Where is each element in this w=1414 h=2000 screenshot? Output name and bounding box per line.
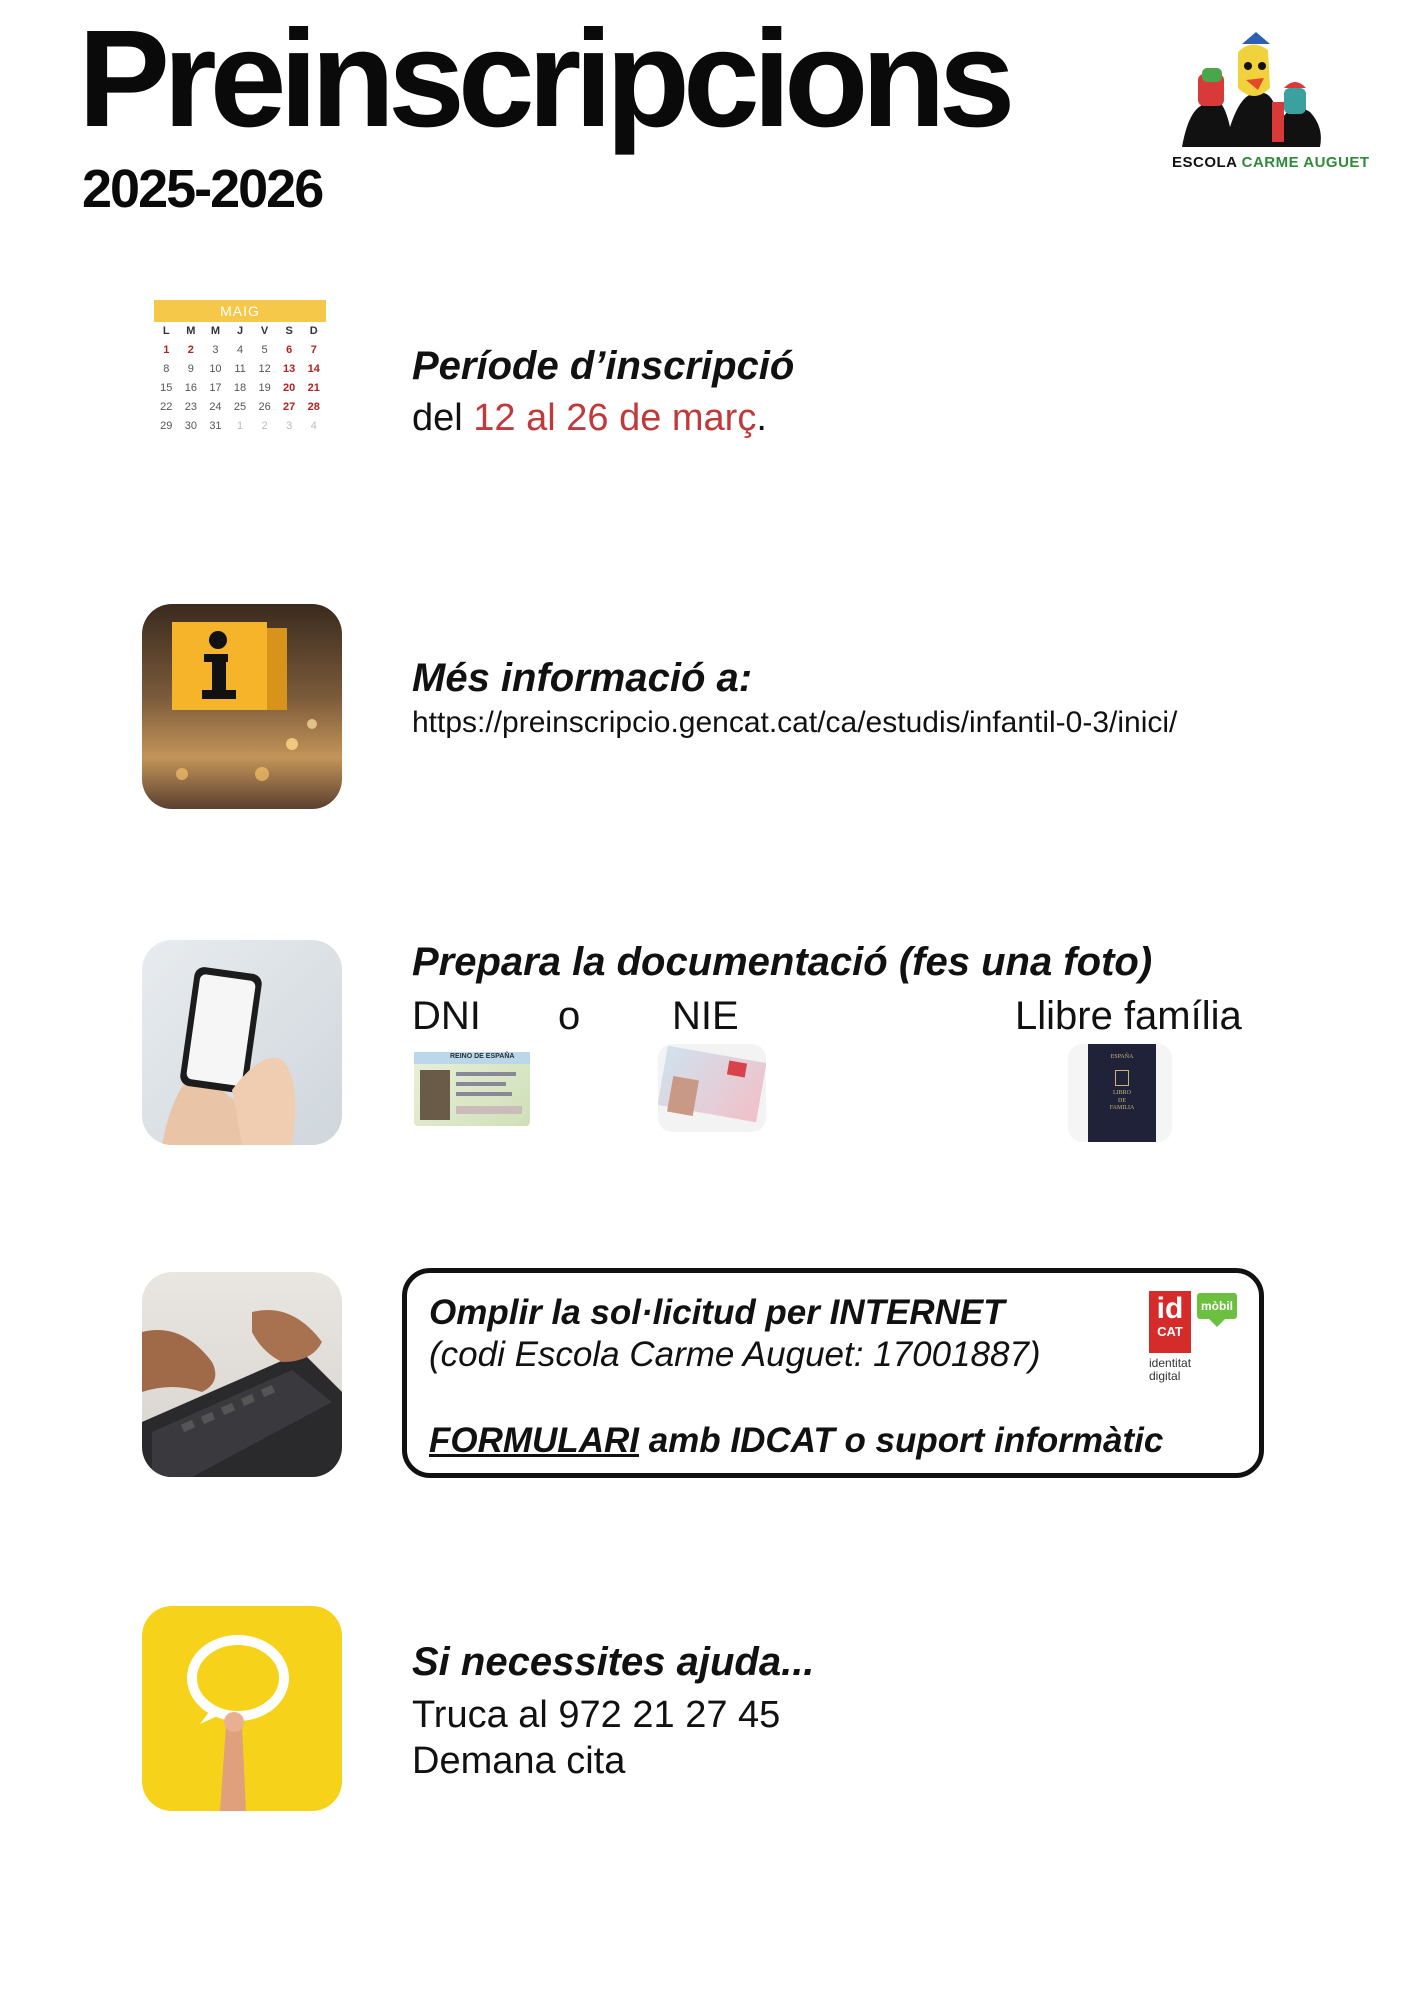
info-url-link[interactable]: https://preinscripcio.gencat.cat/ca/estudis/infantil-0-3/inici/ <box>412 706 1178 739</box>
phone-photo <box>142 940 342 1145</box>
dni-card-image <box>414 1052 530 1126</box>
calendar-day: 16 <box>184 382 197 394</box>
family-book-word3: FAMILIA <box>1109 1105 1135 1112</box>
calendar-day: 3 <box>212 344 219 356</box>
period-dates <box>412 397 767 440</box>
calendar-week <box>154 341 326 360</box>
idcat-mobile-bubble: mòbil <box>1197 1293 1237 1319</box>
family-book-country: ESPAÑA <box>1110 1054 1134 1060</box>
calendar-day: 27 <box>283 401 296 413</box>
calendar-day: 2 <box>261 420 268 432</box>
calendar-day: 4 <box>310 420 317 432</box>
calendar-day: 29 <box>160 420 173 432</box>
calendar-day: 15 <box>160 382 173 394</box>
calendar-day: 11 <box>234 363 246 375</box>
calendar-weekday: L <box>162 325 170 337</box>
family-book-word1: LIBRO <box>1113 1089 1131 1096</box>
calendar-day: 6 <box>286 344 293 356</box>
family-book-image <box>1068 1044 1172 1142</box>
idcat-logo <box>1149 1291 1244 1391</box>
doc-label-nie: NIE <box>672 994 739 1038</box>
calendar-weekday: J <box>236 325 244 337</box>
dni-card-title: REINO DE ESPAÑA <box>450 1053 515 1060</box>
idcat-cat-text: CAT <box>1157 1324 1183 1339</box>
typing-hands-icon <box>142 1272 342 1477</box>
calendar-day: 10 <box>209 363 222 375</box>
calendar-day: 19 <box>258 382 271 394</box>
application-form-line <box>429 1421 1163 1461</box>
calendar-image <box>154 300 326 455</box>
calendar-day: 7 <box>310 344 317 356</box>
calendar-weekday-row <box>154 322 326 341</box>
calendar-day: 30 <box>184 420 197 432</box>
calendar-day: 17 <box>209 382 222 394</box>
calendar-week <box>154 379 326 398</box>
calendar-day: 2 <box>187 344 194 356</box>
calendar-day: 14 <box>307 363 320 375</box>
phone-in-hand-icon <box>142 940 342 1145</box>
keyboard-photo <box>142 1272 342 1477</box>
idcat-caption-line2: digital <box>1149 1368 1181 1383</box>
school-year: 2025-2026 <box>82 159 323 219</box>
family-book-word2: DE <box>1118 1097 1126 1104</box>
calendar-weekday: M <box>210 325 221 337</box>
idcat-badge <box>1149 1291 1191 1353</box>
coat-of-arms-icon <box>1115 1070 1129 1086</box>
calendar-day: 8 <box>163 363 170 375</box>
calendar-day: 25 <box>233 401 247 413</box>
calendar-day: 22 <box>160 401 173 413</box>
calendar-day: 1 <box>163 344 170 356</box>
calendar-day: 5 <box>261 344 268 356</box>
calendar-day: 28 <box>307 401 320 413</box>
info-icon <box>142 604 342 809</box>
idcat-caption-line1: identitat <box>1149 1356 1192 1370</box>
calendar-day: 24 <box>209 401 222 413</box>
form-link[interactable]: FORMULARI <box>429 1421 639 1460</box>
period-suffix: . <box>756 397 767 439</box>
calendar-day: 23 <box>184 401 197 413</box>
application-box <box>402 1268 1264 1478</box>
doc-label-family-book: Llibre família <box>1015 994 1242 1038</box>
logo-word-name: CARME AUGUET <box>1241 154 1370 171</box>
form-line-rest: amb IDCAT o suport informàtic <box>638 1421 1164 1460</box>
period-heading: Període d’inscripció <box>412 344 795 388</box>
school-code: (codi Escola Carme Auguet: 17001887) <box>429 1335 1041 1374</box>
calendar-day: 1 <box>236 420 244 432</box>
speech-bubble-icon <box>142 1606 342 1811</box>
calendar-day: 13 <box>283 363 296 375</box>
calendar-day: 3 <box>286 420 293 432</box>
school-logo <box>1172 32 1370 182</box>
calendar-day: 20 <box>283 382 296 394</box>
calendar-weekday: D <box>309 325 318 337</box>
doc-label-dni: DNI <box>412 994 481 1038</box>
calendar-day: 21 <box>307 382 320 394</box>
calendar-day: 9 <box>187 363 194 375</box>
info-sign-photo <box>142 604 342 809</box>
logo-word-escola: ESCOLA <box>1172 154 1237 171</box>
idcat-caption <box>1149 1357 1191 1382</box>
period-prefix: del <box>412 397 474 439</box>
calendar-week <box>154 417 326 436</box>
nie-card-image <box>658 1044 766 1132</box>
info-heading: Més informació a: <box>412 656 753 700</box>
calendar-day: 12 <box>258 363 271 375</box>
calendar-weekday: M <box>186 325 196 337</box>
calendar-week <box>154 398 326 417</box>
calendar-day: 4 <box>236 344 244 356</box>
help-heading: Si necessites ajuda... <box>412 1640 815 1684</box>
calendar-month: MAIG <box>154 300 326 322</box>
help-photo <box>142 1606 342 1811</box>
help-phone: Truca al 972 21 27 45 <box>412 1694 781 1736</box>
logo-wordmark <box>1172 154 1370 171</box>
calendar-weekday: V <box>260 325 269 337</box>
calendar-day: 26 <box>258 401 271 413</box>
documents-heading: Prepara la documentació (fes una foto) <box>412 940 1153 984</box>
doc-label-or: o <box>558 994 581 1038</box>
help-appointment: Demana cita <box>412 1740 626 1782</box>
application-title: Omplir la sol·licitud per INTERNET <box>429 1293 1005 1332</box>
calendar-day: 18 <box>233 382 247 394</box>
page-title: Preinscripcions <box>78 2 1009 156</box>
speech-tail-icon <box>1209 1319 1225 1327</box>
period-date-range: 12 al 26 de març <box>473 397 757 439</box>
calendar-day: 31 <box>209 420 222 432</box>
logo-figures-icon <box>1172 32 1332 152</box>
calendar-week <box>154 360 326 379</box>
idcat-id-text: id <box>1156 1292 1184 1325</box>
calendar-weekday: S <box>285 325 293 337</box>
